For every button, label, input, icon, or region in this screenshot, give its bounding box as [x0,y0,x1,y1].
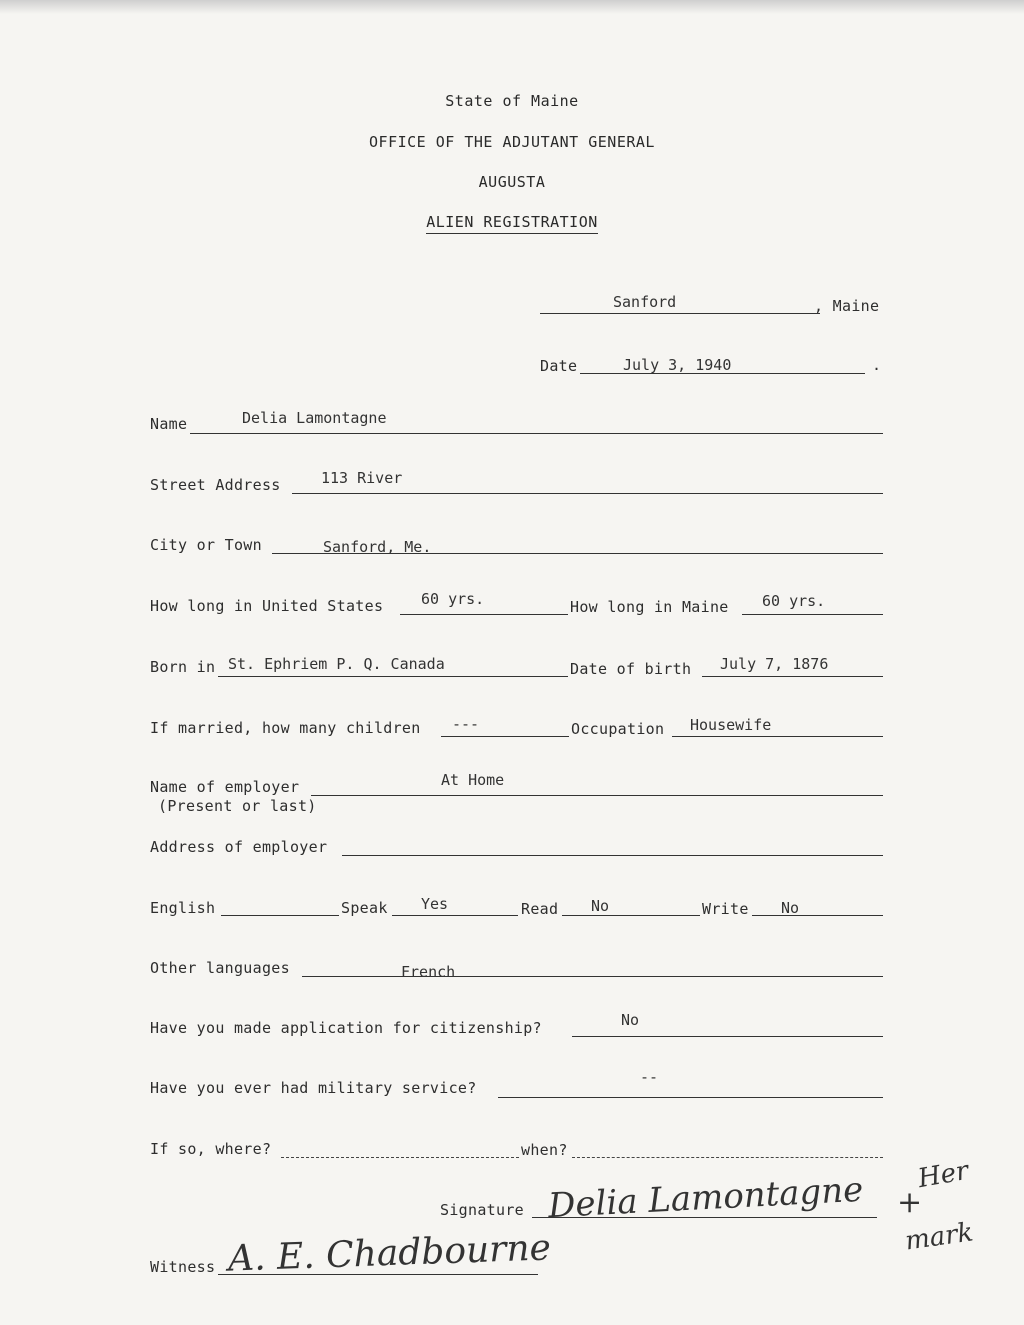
name-label: Name [150,415,188,433]
born-value: St. Ephriem P. Q. Canada [228,655,445,673]
dob-label: Date of birth [570,660,692,678]
maine-years-line [742,614,883,615]
other-languages-label: Other languages [150,959,290,977]
read-line [562,915,700,916]
citizenship-line [572,1036,883,1037]
maine-years-value: 60 yrs. [762,592,826,610]
header-office: OFFICE OF THE ADJUTANT GENERAL [369,133,655,151]
us-years-line [400,614,568,615]
write-label: Write [702,900,749,918]
mark-word: mark [903,1217,976,1257]
city-line [272,553,883,554]
speak-value: Yes [421,895,449,913]
street-value: 113 River [321,469,403,487]
children-value: --- [452,715,480,733]
write-value: No [781,899,800,917]
write-line [752,915,883,916]
where-line [281,1157,519,1158]
signature-label: Signature [440,1201,524,1219]
born-line [218,676,568,677]
read-value: No [591,897,610,915]
occupation-line [672,736,883,737]
witness-line [218,1274,538,1275]
other-languages-line [302,976,883,977]
name-value: Delia Lamontagne [242,409,387,427]
employer-address-line [342,855,883,856]
english-label: English [150,899,216,917]
employer-line [311,795,883,796]
date-value: July 3, 1940 [623,356,732,374]
speak-label: Speak [341,899,388,917]
location-town: Sanford [613,293,677,311]
witness-label: Witness [150,1258,216,1276]
us-years-label: How long in United States [150,597,384,615]
dob-value: July 7, 1876 [720,655,829,673]
when-label: when? [521,1141,568,1159]
employer-label: Name of employer [150,778,300,796]
english-line [221,915,339,916]
employer-address-label: Address of employer [150,838,328,856]
citizenship-label: Have you made application for citizenship? [150,1019,542,1037]
street-label: Street Address [150,476,281,494]
military-label: Have you ever had military service? [150,1079,477,1097]
read-label: Read [521,900,559,918]
city-label: City or Town [150,536,262,554]
employer-sublabel: (Present or last) [158,797,317,815]
mark-her: Her [915,1155,971,1195]
other-languages-value: French [401,963,456,981]
location-line [540,313,820,314]
maine-years-label: How long in Maine [570,598,729,616]
speak-line [392,915,518,916]
when-line [572,1157,883,1158]
date-label: Date [540,357,578,375]
witness-value: A. E. Chadbourne [227,1227,552,1280]
header-state: State of Maine [445,92,579,110]
signature-line [532,1217,877,1218]
scan-edge [0,0,1024,14]
mark-cross: + [897,1185,923,1220]
employer-value: At Home [441,771,505,789]
location-suffix: , Maine [814,297,880,315]
city-value: Sanford, Me. [323,538,432,556]
military-value: -- [640,1068,659,1086]
children-label: If married, how many children [150,719,421,737]
occupation-label: Occupation [571,720,665,738]
dob-line [702,676,883,677]
military-line [498,1097,883,1098]
occupation-value: Housewife [690,716,772,734]
name-line [190,433,883,434]
header-city: AUGUSTA [478,173,546,191]
born-label: Born in [150,658,216,676]
header-title: ALIEN REGISTRATION [0,213,1024,231]
children-line [441,736,569,737]
street-line [292,493,883,494]
us-years-value: 60 yrs. [421,590,485,608]
date-line [580,373,865,374]
citizenship-value: No [621,1011,640,1029]
date-end: . [872,356,882,374]
where-label: If so, where? [150,1140,272,1158]
signature-value: Delia Lamontagne [547,1169,865,1227]
